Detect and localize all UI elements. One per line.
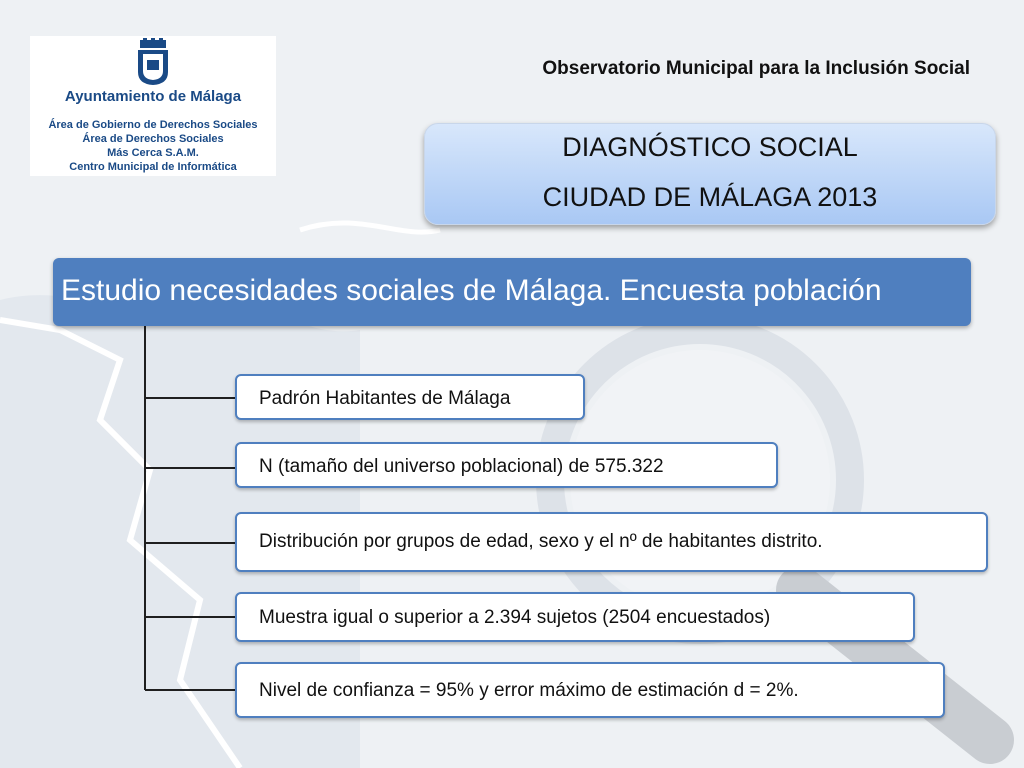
diagnostic-line-2: CIUDAD DE MÁLAGA 2013	[542, 182, 878, 212]
logo-title: Ayuntamiento de Málaga	[64, 88, 242, 105]
diagnostic-banner	[424, 123, 996, 225]
child-node-label: Distribución por grupos de edad, sexo y el nº de habitantes distrito.	[259, 531, 823, 552]
diagnostic-line-1: DIAGNÓSTICO SOCIAL	[562, 132, 858, 162]
crest-icon	[134, 38, 172, 86]
child-node-label: Nivel de confianza = 95% y error máximo de estimación d = 2%.	[259, 680, 799, 701]
child-node-muestra	[235, 592, 915, 642]
child-node-label: Muestra igual o superior a 2.394 sujetos (2504 encuestados)	[259, 607, 771, 628]
observatory-title: Observatorio Municipal para la Inclusión Social	[542, 58, 970, 79]
root-node	[53, 258, 971, 326]
child-node-universo	[235, 442, 778, 488]
child-node-label: N (tamaño del universo poblacional) de 575.322	[259, 456, 664, 477]
child-node-label: Padrón Habitantes de Málaga	[259, 388, 511, 409]
logo-line-4: Centro Municipal de Informática	[69, 161, 237, 173]
child-node-distribucion	[235, 512, 988, 572]
child-node-confianza	[235, 662, 945, 718]
logo	[30, 36, 276, 176]
logo-line-1: Área de Gobierno de Derechos Sociales	[48, 119, 258, 131]
logo-line-2: Área de Derechos Sociales	[82, 133, 224, 145]
root-node-label: Estudio necesidades sociales de Málaga. Encuesta población	[61, 274, 882, 307]
logo-line-3: Más Cerca S.A.M.	[107, 147, 199, 159]
child-node-padron	[235, 374, 585, 420]
